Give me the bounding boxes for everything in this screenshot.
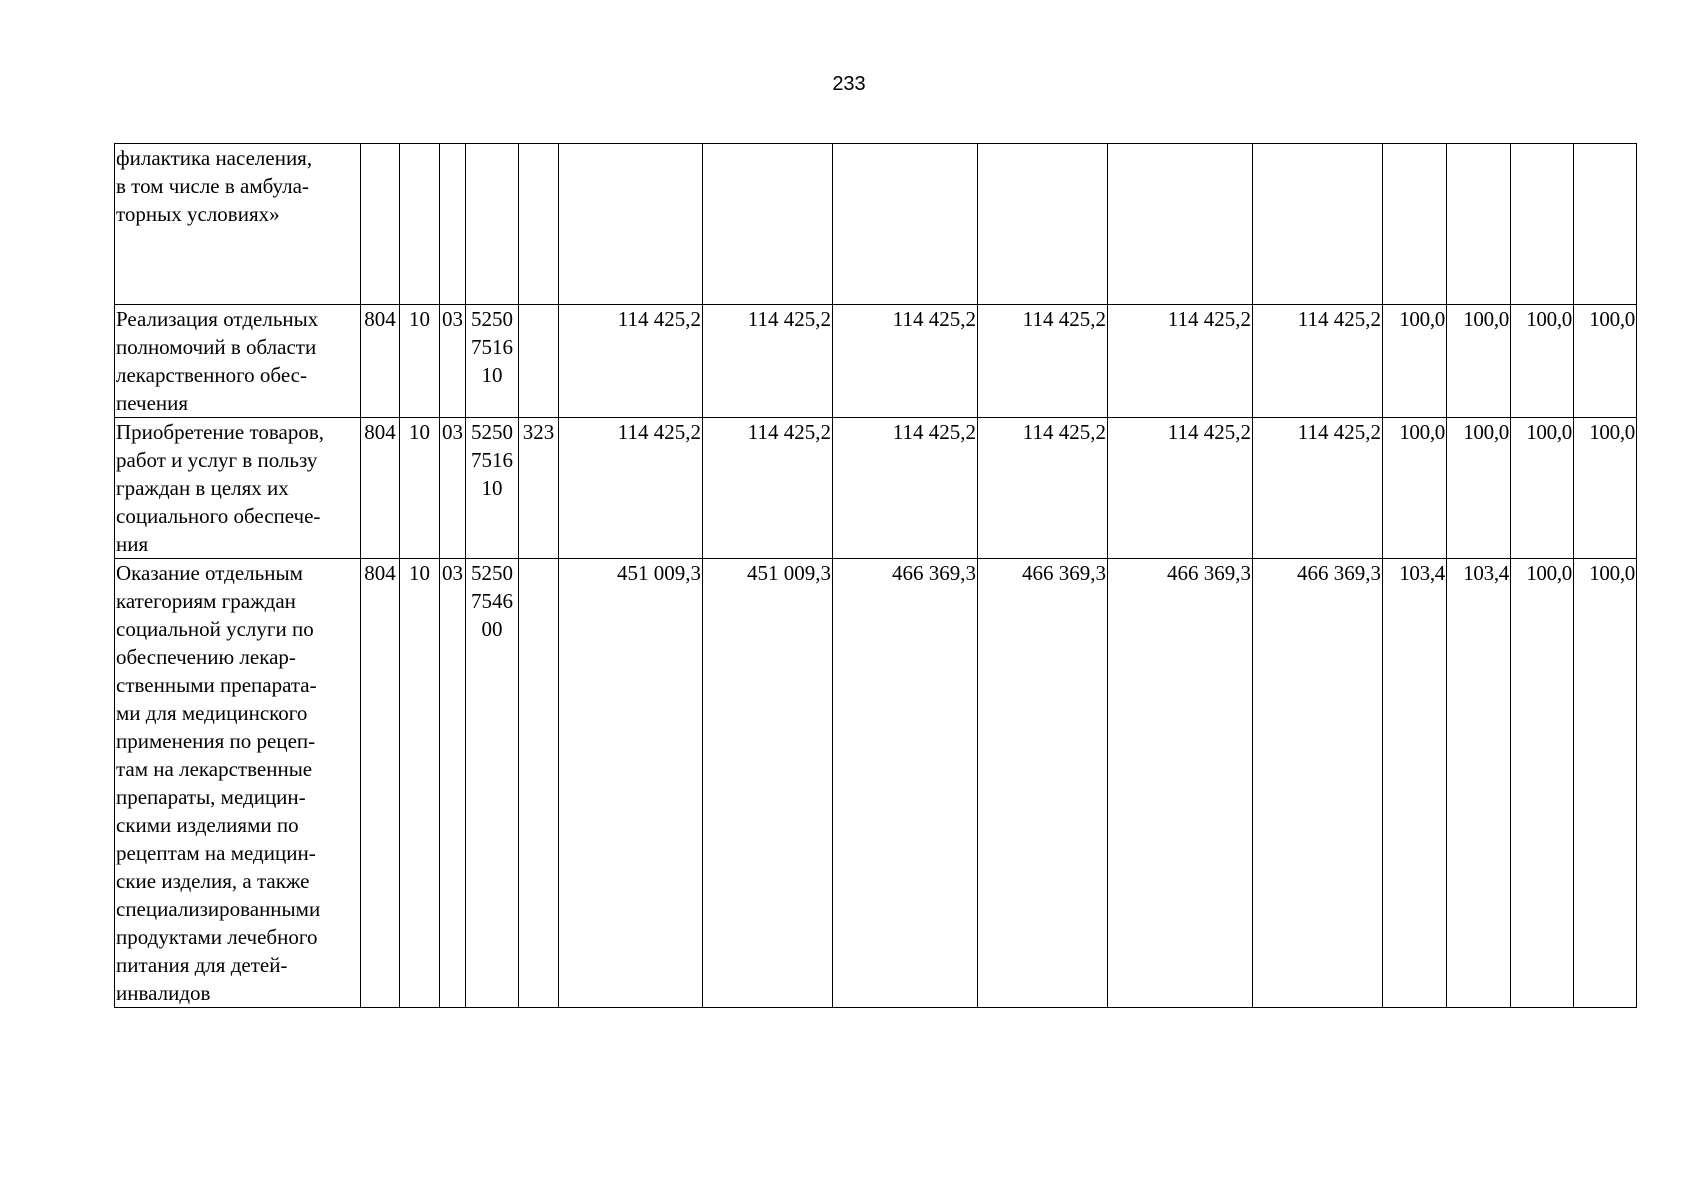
row-name-cell: филактика населения, в том числе в амбула- торных условиях» [115,144,361,305]
amount-cell: 466 369,3 [833,559,978,1008]
budget-table [114,143,1637,1008]
amount-cell [703,144,833,305]
target-article-cell: 5250 7516 10 [466,305,519,418]
section-code-cell: 10 [400,305,440,418]
subsection-code-cell: 03 [440,559,466,1008]
percent-cell: 100,0 [1383,418,1447,559]
amount-cell [1108,144,1253,305]
ministry-code-cell: 804 [361,559,400,1008]
percent-cell: 100,0 [1447,418,1511,559]
expense-type-cell: 323 [519,418,559,559]
section-code-cell [400,144,440,305]
percent-cell: 100,0 [1383,305,1447,418]
percent-cell: 100,0 [1511,418,1574,559]
percent-cell: 100,0 [1447,305,1511,418]
ministry-code-cell [361,144,400,305]
percent-cell: 103,4 [1447,559,1511,1008]
amount-cell: 114 425,2 [978,305,1108,418]
row-name-cell: Приобретение товаров, работ и услуг в пользу граждан в целях их социального обеспече- ния [115,418,361,559]
amount-cell: 114 425,2 [703,418,833,559]
amount-cell: 114 425,2 [559,418,703,559]
row-name-cell: Реализация отдельных полномочий в области лекарственного обес- печения [115,305,361,418]
table-row [115,559,1637,1008]
amount-cell: 114 425,2 [1253,418,1383,559]
amount-cell: 114 425,2 [703,305,833,418]
ministry-code-cell: 804 [361,305,400,418]
row-name-cell: Оказание отдельным категориям граждан социальной услуги по обеспечению лекар- ственными препарата- ми для медицинского применения по рецеп- там на лекарственные препараты, медицин- скими изделиями по рецептам на медицин- ские изделия, а также специализированными продуктами лечебного питания для детей- инвалидов [115,559,361,1008]
amount-cell: 114 425,2 [833,305,978,418]
percent-cell [1511,144,1574,305]
amount-cell: 451 009,3 [703,559,833,1008]
percent-cell [1447,144,1511,305]
amount-cell: 466 369,3 [978,559,1108,1008]
amount-cell: 114 425,2 [1108,305,1253,418]
target-article-cell: 5250 7516 10 [466,418,519,559]
section-code-cell: 10 [400,418,440,559]
target-article-cell: 5250 7546 00 [466,559,519,1008]
percent-cell: 100,0 [1574,559,1637,1008]
percent-cell: 103,4 [1383,559,1447,1008]
amount-cell [833,144,978,305]
table-row [115,305,1637,418]
percent-cell [1574,144,1637,305]
section-code-cell: 10 [400,559,440,1008]
ministry-code-cell: 804 [361,418,400,559]
expense-type-cell [519,144,559,305]
amount-cell: 466 369,3 [1108,559,1253,1008]
amount-cell: 114 425,2 [1108,418,1253,559]
amount-cell: 114 425,2 [833,418,978,559]
table-row [115,144,1637,305]
page-number: 233 [832,73,866,95]
percent-cell: 100,0 [1511,559,1574,1008]
amount-cell: 114 425,2 [978,418,1108,559]
percent-cell [1383,144,1447,305]
amount-cell: 114 425,2 [559,305,703,418]
amount-cell [978,144,1108,305]
target-article-cell [466,144,519,305]
amount-cell [559,144,703,305]
amount-cell [1253,144,1383,305]
table-row [115,418,1637,559]
amount-cell: 466 369,3 [1253,559,1383,1008]
subsection-code-cell [440,144,466,305]
subsection-code-cell: 03 [440,305,466,418]
percent-cell: 100,0 [1574,418,1637,559]
amount-cell: 114 425,2 [1253,305,1383,418]
percent-cell: 100,0 [1574,305,1637,418]
expense-type-cell [519,305,559,418]
amount-cell: 451 009,3 [559,559,703,1008]
expense-type-cell [519,559,559,1008]
subsection-code-cell: 03 [440,418,466,559]
percent-cell: 100,0 [1511,305,1574,418]
